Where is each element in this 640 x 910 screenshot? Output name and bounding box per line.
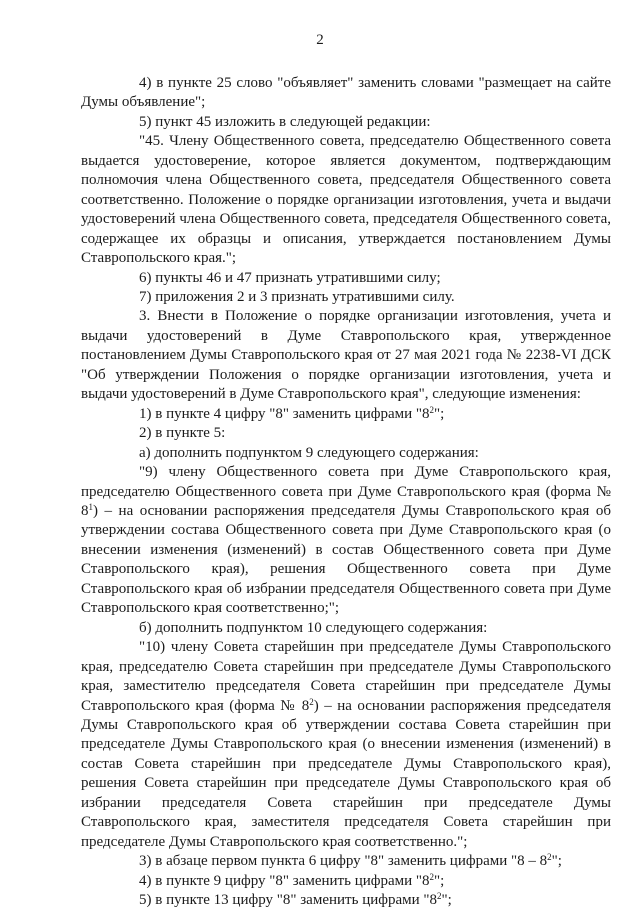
paragraph-item-5: 5) пункт 45 изложить в следующей редакции: — [139, 113, 431, 130]
paragraph-item-45-text: "45. Члену Общественного совета, председателю Общественного совета выдается удостоверение, которое является документом, подтверждающим полномочия члена Общественного совета, председателя Общественного совета соответственно. Положение о порядке организации изготовления, учета и выдачи удостоверений члена Общественного совета, председателя Общественного совета, содержащее их образцы и описания, утверждается постановлением Думы Ставропольского края."; — [81, 133, 611, 267]
paragraph-item-6: 6) пункты 46 и 47 признать утратившими силу; — [139, 269, 441, 286]
paragraph-text: "; — [551, 853, 562, 870]
paragraph-text: ) – на основании распоряжения председателя Думы Ставропольского края об утверждении состава Общественного совета при Думе Ставропольского края (о внесении изменения (изменений) в состав Общественного совета при Думе Ставропольского края), решения Общественного совета при Думе Ставропольского края об избрании председателя Общественного совета при Думе Ставропольского края соответственно;"; — [81, 502, 611, 617]
paragraph-subitem-b: б) дополнить подпунктом 10 следующего содержания: — [139, 619, 488, 636]
paragraph-subitem-a: а) дополнить подпунктом 9 следующего содержания: — [139, 444, 479, 461]
paragraph-text: 3) в абзаце первом пункта 6 цифру "8" заменить цифрами "8 – 8 — [139, 853, 548, 870]
paragraph-text: "10) члену Совета старейшин при председателе Думы Ставропольского края, председателю Совета старейшин при председателе Думы Ставропольского края, заместителю председателя Совета старейшин при председателе Думы Ставропольского края (форма № 8 — [81, 639, 611, 714]
paragraph-text: "; — [434, 872, 445, 889]
paragraph-subitem-3 — [81, 852, 611, 871]
paragraph-text: ) – на основании распоряжения председателя Думы Ставропольского края об утверждении состава Совета старейшин при председателе Думы Ставропольского края (о внесении изменения (изменений) в состав Совета старейшин при председателе Думы Ставропольского края), решения Совета старейшин при председателе Думы Ставропольского края об избрании председателя Совета старейшин при председателе Думы Ставропольского края, заместителя председателя Совета старейшин при председателе Думы Ставропольского края соответственно."; — [81, 697, 611, 850]
superscript: 2 — [429, 871, 435, 882]
page-number: 2 — [316, 32, 324, 48]
paragraph-text: 5) в пункте 13 цифру "8" заменить цифрами "8 — [139, 892, 438, 909]
superscript: 2 — [437, 891, 442, 902]
paragraph-subitem-1 — [81, 405, 611, 424]
paragraph-subitem-10-text — [81, 638, 611, 852]
paragraph-section-3: 3. Внести в Положение о порядке организации изготовления, учета и выдачи удостоверений в Думе Ставропольского края, утвержденное постановлением Думы Ставропольского края от 27 мая 2021 года № 2238-VI ДСК "Об утверждении Положения о порядке организации изготовления, учета и выдачи удостоверений в Думе Ставропольского края", следующие изменения: — [81, 308, 611, 403]
paragraph-item-4: 4) в пункте 25 слово "объявляет" заменить словами "размещает на сайте Думы объявление"; — [81, 75, 611, 111]
paragraph-text: "; — [441, 892, 452, 909]
superscript: 2 — [429, 404, 435, 415]
paragraph-text: "; — [434, 405, 445, 422]
superscript: 2 — [547, 852, 552, 863]
paragraph-subitem-4 — [81, 872, 611, 891]
document-body — [81, 74, 611, 910]
paragraph-text: 4) в пункте 9 цифру "8" заменить цифрами "8 — [139, 872, 430, 889]
paragraph-item-7: 7) приложения 2 и 3 признать утратившими силу. — [139, 288, 455, 305]
superscript: 2 — [309, 696, 314, 707]
paragraph-subitem-2: 2) в пункте 5: — [139, 425, 226, 442]
paragraph-subitem-5 — [81, 891, 611, 910]
paragraph-subitem-9-text — [81, 463, 611, 619]
paragraph-text: 1) в пункте 4 цифру "8" заменить цифрами "8 — [139, 405, 430, 422]
paragraph-text: "9) члену Общественного совета при Думе Ставропольского края, председателю Общественного совета при Думе Ставропольского края (форма № 8 — [81, 464, 611, 519]
superscript: 1 — [88, 501, 93, 512]
